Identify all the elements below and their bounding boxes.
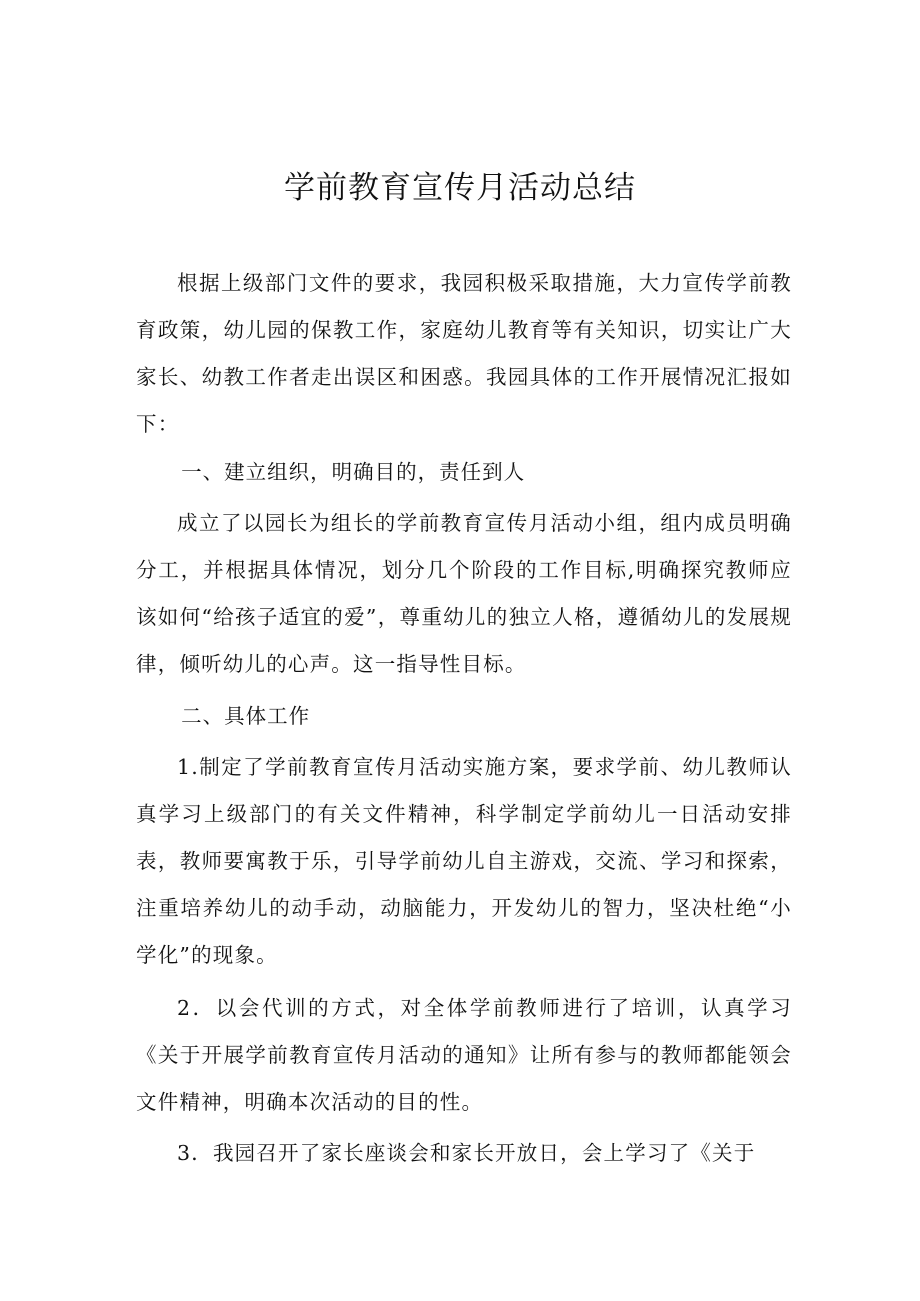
section-1-paragraph: 成立了以园长为组长的学前教育宣传月活动小组，组内成员明确分工，并根据具体情况，划分几个阶段的工作目标,明确探究教师应该如何“给孩子适宜的爱”，尊重幼儿的独立人格，遵循幼儿的发展规律，倾听幼儿的心声。这一指导性目标。: [136, 511, 792, 676]
section-1-heading: 一、建立组织，明确目的，责任到人: [181, 460, 526, 484]
work-item-2: 2．以会代训的方式，对全体学前教师进行了培训，认真学习《关于开展学前教育宣传月活动的通知》让所有参与的教师都能领会文件精神，明确本次活动的目的性。: [136, 996, 792, 1114]
work-item-1: 1.制定了学前教育宣传月活动实施方案，要求学前、幼儿教师认真学习上级部门的有关文件精神，科学制定学前幼儿一日活动安排表，教师要寓教于乐，引导学前幼儿自主游戏，交流、学习和探索，注重培养幼儿的动手动，动脑能力，开发幼儿的智力，坚决杜绝“小学化”的现象。: [136, 755, 792, 967]
section-2-heading: 二、具体工作: [181, 704, 311, 728]
intro-paragraph: 根据上级部门文件的要求，我园积极采取措施，大力宣传学前教育政策，幼儿园的保教工作，家庭幼儿教育等有关知识，切实让广大家长、幼教工作者走出误区和困惑。我园具体的工作开展情况汇报如下：: [136, 271, 792, 436]
document-title: 学前教育宣传月活动总结: [284, 170, 636, 206]
work-item-3: 3．我园召开了家长座谈会和家长开放日，会上学习了《关于: [177, 1141, 756, 1165]
